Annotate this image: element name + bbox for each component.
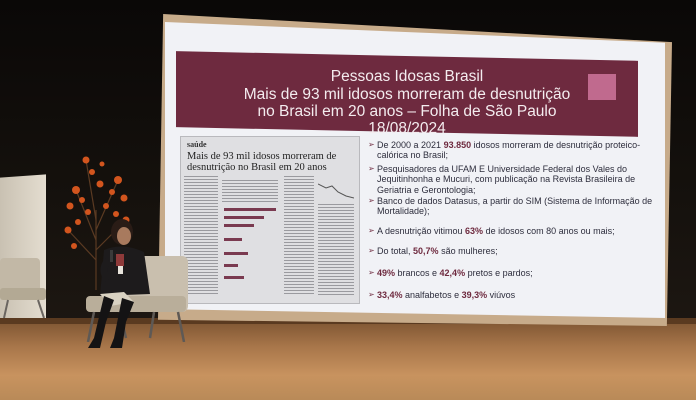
bullet-highlight: 50,7% — [413, 246, 439, 256]
bullet-text: pretos e pardos; — [465, 268, 533, 278]
bullet-text: analfabetos e — [402, 290, 462, 300]
newspaper-headline: Mais de 93 mil idosos morreram de desnutrição no Brasil em 20 anos — [187, 151, 337, 173]
bullet-highlight: 39,3% — [461, 290, 488, 300]
newspaper-chart-bar — [224, 276, 244, 279]
newspaper-chart-bar — [224, 252, 248, 255]
bullet-item — [368, 290, 660, 300]
bullet-item — [368, 226, 660, 236]
slide-title-line-1: Pessoas Idosas Brasil — [330, 68, 484, 85]
bullet-highlight: 42,4% — [439, 268, 466, 278]
newspaper-text-column — [284, 176, 314, 296]
bullet-text: de idosos com 80 anos ou mais; — [483, 226, 615, 236]
bullet-text: são mulheres; — [438, 246, 498, 256]
bullet-text: Pesquisadores da UFAM E Universidade Federal dos Vales do Jequitinhonha e Mucuri, com publicação na Revista Brasileira de Geriatria e Gerontologia; — [377, 164, 636, 195]
bullet-highlight: 49% — [377, 268, 396, 278]
bullet-item — [368, 140, 660, 161]
bullet-item — [368, 268, 660, 278]
bullet-item — [368, 246, 660, 256]
armchair-left — [0, 258, 48, 318]
newspaper-line-chart — [318, 180, 354, 202]
speaker-seated — [74, 210, 158, 350]
bullet-text: idosos morreram de desnutrição proteico-calórica no Brasil; — [377, 140, 641, 161]
bullet-highlight: 63% — [465, 226, 484, 236]
newspaper-text-column — [222, 180, 278, 202]
newspaper-chart-bar — [224, 264, 238, 267]
newspaper-chart-bar — [224, 238, 242, 241]
bullet-highlight: 93.850 — [443, 140, 472, 150]
bullet-text: brancos e — [395, 268, 440, 278]
bullet-text: Do total, — [377, 246, 414, 256]
newspaper-chart-bar — [224, 216, 264, 219]
slide-title-line-4: 18/08/2024 — [368, 120, 446, 137]
slide-title-line-3: no Brasil em 20 anos – Folha de São Paulo — [257, 103, 557, 120]
newspaper-chart-bar — [224, 208, 276, 211]
bullet-item — [368, 196, 660, 217]
bullet-text: viúvos — [487, 290, 516, 300]
bullet-item — [368, 164, 660, 195]
slide-title-line-2: Mais de 93 mil idosos morreram de desnutrição — [243, 86, 571, 103]
bullet-text: Banco de dados Datasus, a partir do SIM (Sistema de Informação de Mortalidade); — [377, 196, 653, 217]
bullet-highlight: 33,4% — [377, 290, 403, 300]
bullet-text: De 2000 a 2021 — [377, 140, 444, 150]
newspaper-section: saúde — [187, 140, 207, 149]
bullet-text: A desnutrição vitimou — [377, 226, 466, 236]
newspaper-text-column — [318, 204, 354, 296]
newspaper-chart-bar — [224, 224, 254, 227]
